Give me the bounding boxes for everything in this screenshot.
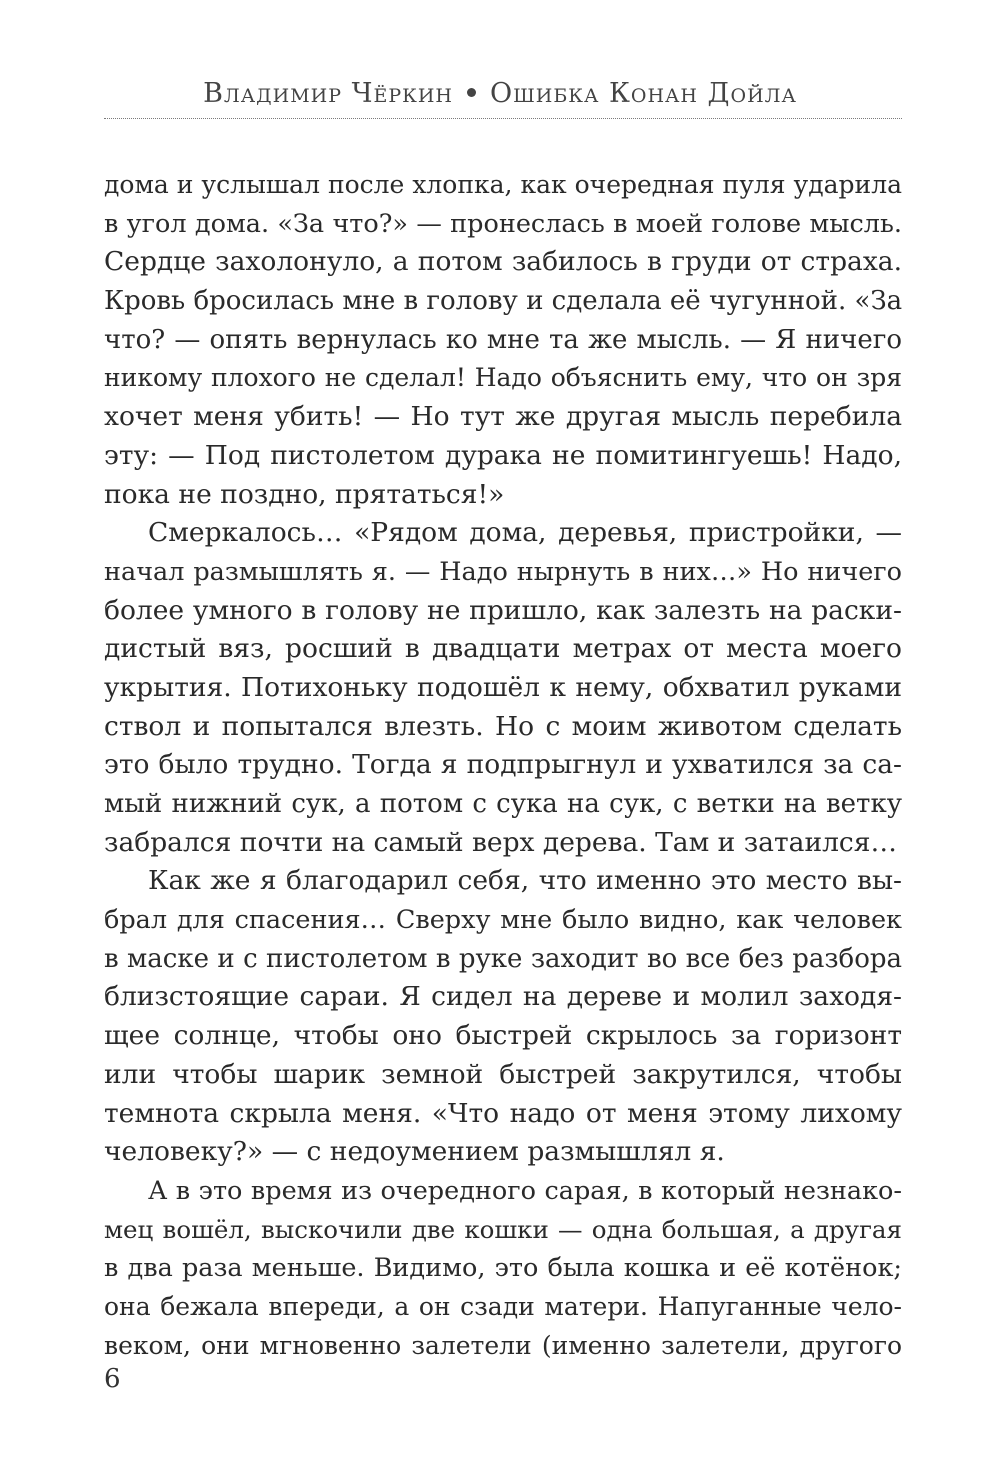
text-line: брал для спасения… Сверху мне было видно, как человек <box>104 905 902 936</box>
running-head-author: Владимир Чёркин <box>203 78 453 109</box>
text-line: мый нижний сук, а потом с сука на сук, с ветки на ветку <box>104 789 902 819</box>
text-line: в угол дома. «За что?» — пронеслась в моей голове мысль. <box>104 208 902 239</box>
page-number: 6 <box>104 1364 121 1394</box>
text-line: близстоящие сараи. Я сидел на дереве и молил заходя- <box>104 981 902 1013</box>
text-line: А в это время из очередного сарая, в который незнако- <box>148 1175 902 1206</box>
text-line: Как же я благодарил себя, что именно это место вы- <box>148 865 902 897</box>
text-line: эту: — Под пистолетом дурака не помитингуешь! Надо, <box>104 439 902 471</box>
bullet-separator-icon <box>467 88 476 97</box>
header-rule <box>104 118 902 119</box>
text-line: ствол и попытался влезть. Но с моим животом сделать <box>104 710 902 742</box>
text-line: или чтобы шарик земной быстрей закрутился, чтобы <box>104 1058 902 1090</box>
text-line: Сердце захолонуло, а потом забилось в груди от страха. <box>104 246 902 278</box>
text-line: пока не поздно, прятаться!» <box>104 478 505 510</box>
text-line: хочет меня убить! — Но тут же другая мысль перебила <box>104 401 902 433</box>
text-line: Кровь бросилась мне в голову и сделала её чугунной. «За <box>104 286 902 317</box>
text-line: в маске и с пистолетом в руке заходит во все без разбора <box>104 943 902 974</box>
text-line: дома и услышал после хлопка, как очередная пуля ударила <box>104 170 902 199</box>
text-line: Смеркалось… «Рядом дома, деревья, пристройки, — <box>148 517 902 549</box>
text-line: это было трудно. Тогда я подпрыгнул и ухватился за са- <box>104 749 902 781</box>
text-line: темнота скрыла меня. «Что надо от меня этому лихому <box>104 1097 902 1129</box>
running-head <box>0 78 1000 109</box>
text-line: человеку?» — с недоумением размышлял я. <box>104 1136 725 1168</box>
text-line: дистый вяз, росший в двадцати метрах от места моего <box>104 633 902 665</box>
text-line: более умного в голову не пришло, как залезть на раски- <box>104 594 902 626</box>
text-line: она бежала впереди, а он сзади матери. Напуганные чело- <box>104 1291 902 1321</box>
body-text <box>104 166 902 1365</box>
running-head-title: Ошибка Конан Дойла <box>489 78 797 109</box>
text-line: начал размышлять я. — Надо нырнуть в них…» Но ничего <box>104 556 902 587</box>
text-line: забрался почти на самый верх дерева. Там и затаился… <box>104 826 897 858</box>
text-line: что? — опять вернулась ко мне та же мысль. — Я ничего <box>104 324 902 355</box>
text-line: в два раза меньше. Видимо, это была кошка и её котёнок; <box>104 1253 902 1284</box>
text-line: веком, они мгновенно залетели (именно залетели, другого <box>104 1330 902 1360</box>
text-line: щее солнце, чтобы оно быстрей скрылось за горизонт <box>104 1020 902 1052</box>
text-line: мец вошёл, выскочили две кошки — одна большая, а другая <box>104 1214 902 1244</box>
text-line: укрытия. Потихоньку подошёл к нему, обхватил руками <box>104 671 902 703</box>
text-line: никому плохого не сделал! Надо объяснить ему, что он зря <box>104 363 902 393</box>
